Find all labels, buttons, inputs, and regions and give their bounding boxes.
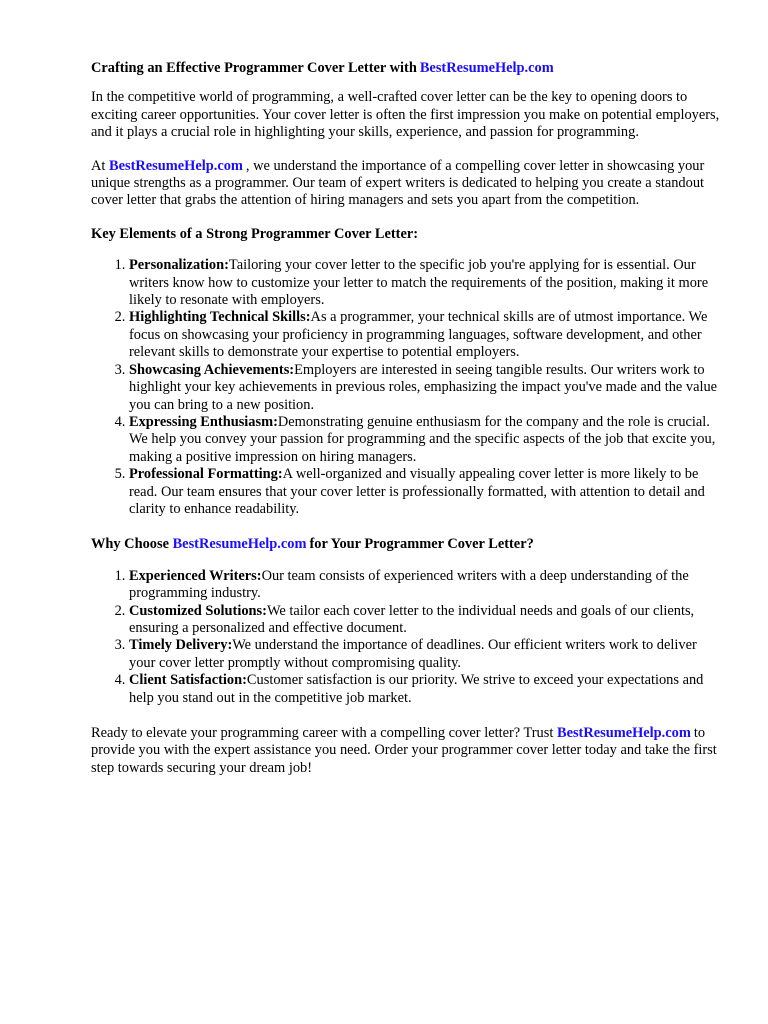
list-item [129, 603, 721, 638]
item-text: Employers are interested in seeing tangible results. Our writers work to highlight your key achievements in previous roles, emphasizing the impact you've made and the value you can bring to a new position. [129, 361, 718, 413]
closing-link[interactable]: BestResumeHelp.com [556, 725, 691, 741]
list-item [129, 414, 721, 466]
about-paragraph [91, 158, 721, 210]
item-text: Tailoring your cover letter to the specific job you're applying for is essential. Our writers know how to customize your letter to match the requirements of the position, making it more likely to resonate with employers. [129, 257, 709, 309]
about-text: , we understand the importance of a compelling cover letter in showcasing your unique strengths as a programmer. Our team of expert writers is dedicated to helping you create a standout cover letter that grabs the attention of hiring managers and sets you apart from the competition. [91, 157, 705, 209]
about-prefix: At [91, 157, 106, 174]
item-term: Timely Delivery: [129, 637, 233, 654]
key-elements-heading: Key Elements of a Strong Programmer Cover Letter: [91, 225, 419, 242]
item-term: Personalization: [129, 257, 229, 274]
item-text: Demonstrating genuine enthusiasm for the company and the role is crucial. We help you convey your passion for programming and the specific aspects of the job that excite you, making a positive impression on hiring managers. [129, 413, 716, 465]
about-link[interactable]: BestResumeHelp.com [109, 157, 243, 174]
item-term: Showcasing Achievements: [129, 361, 295, 378]
why-choose-prefix: Why Choose [91, 536, 169, 553]
item-text: We understand the importance of deadlines. Our efficient writers work to deliver your cover letter promptly without compromising quality. [129, 637, 697, 671]
item-text: Customer satisfaction is our priority. We strive to exceed your expectations and help you stand out in the competitive job market. [129, 672, 704, 706]
list-item [129, 309, 721, 361]
intro-paragraph: In the competitive world of programming, a well-crafted cover letter can be the key to opening doors to exciting career opportunities. Your cover letter is often the first impression you make on potential employers, and it plays a crucial role in highlighting your skills, experience, and passion for programming. [91, 89, 720, 141]
document-page [91, 60, 721, 793]
list-item [129, 466, 721, 518]
item-text: As a programmer, your technical skills are of utmost importance. We focus on showcasing your proficiency in programming languages, software development, and other relevant skills to demonstrate your expertise to potential employers. [129, 309, 708, 361]
closing-text: to provide you with the expert assistance you need. Order your programmer cover letter today and take the first step towards securing your dream job! [91, 725, 717, 776]
item-term: Customized Solutions: [129, 602, 267, 619]
item-term: Expressing Enthusiasm: [129, 413, 278, 430]
item-term: Experienced Writers: [129, 567, 262, 584]
list-item [129, 568, 721, 603]
document-title [91, 60, 721, 77]
key-elements-list [91, 257, 721, 518]
closing-paragraph [91, 725, 721, 777]
closing-prefix: Ready to elevate your programming career with a compelling cover letter? Trust [91, 725, 554, 741]
list-item [129, 362, 721, 414]
item-text: Our team consists of experienced writers with a deep understanding of the programming industry. [129, 567, 689, 602]
item-term: Professional Formatting: [129, 466, 283, 483]
item-term: Client Satisfaction: [129, 672, 247, 689]
item-text: We tailor each cover letter to the individual needs and goals of our clients, ensuring a personalized and effective document. [129, 602, 695, 636]
why-choose-suffix: for Your Programmer Cover Letter? [309, 536, 534, 553]
list-item [129, 672, 721, 707]
item-term: Highlighting Technical Skills: [129, 309, 311, 326]
why-choose-link[interactable]: BestResumeHelp.com [172, 536, 307, 553]
why-choose-list [91, 568, 721, 707]
title-link[interactable]: BestResumeHelp.com [419, 60, 554, 76]
item-text: A well-organized and visually appealing cover letter is more likely to be read. Our team ensures that your cover letter is professionally formatted, with attention to detail and clarity to enhance readability. [129, 466, 705, 517]
why-choose-heading [91, 536, 721, 553]
list-item [129, 257, 721, 309]
title-text: Crafting an Effective Programmer Cover Letter with [91, 60, 417, 76]
list-item [129, 637, 721, 672]
